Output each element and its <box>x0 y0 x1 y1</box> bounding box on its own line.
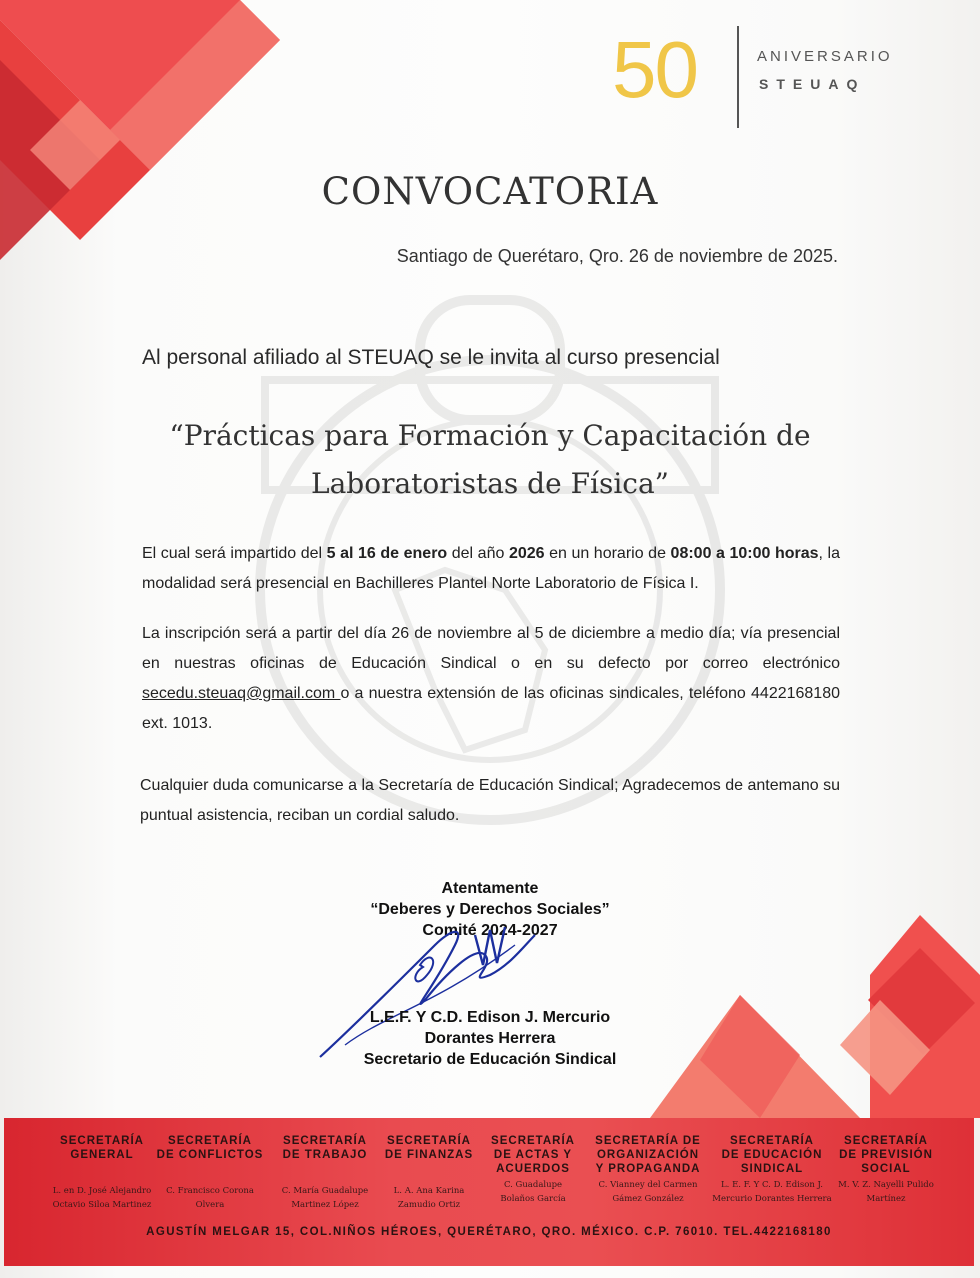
footer-member-name: Bolaños García <box>500 1194 566 1204</box>
schedule-paragraph <box>142 539 840 599</box>
footer-member-name: Gámez González <box>612 1194 684 1204</box>
footer-heading: ORGANIZACIÓN <box>596 1149 700 1161</box>
logo-divider <box>737 26 739 128</box>
dates-highlight: 5 al 16 de enero <box>326 545 448 562</box>
top-left-decoration <box>0 0 300 260</box>
footer-address: AGUSTÍN MELGAR 15, COL.NIÑOS HÉROES, QUERÉTARO, QRO. MÉXICO. C.P. 76010. TEL.4422168180 <box>146 1226 832 1238</box>
footer-heading: SECRETARÍA <box>387 1135 471 1147</box>
footer-column-general <box>42 1134 162 1212</box>
footer-heading: SOCIAL <box>861 1163 911 1175</box>
committee-period: Comité 2024-2027 <box>422 922 558 939</box>
footer-member-name: Martinez López <box>291 1200 359 1210</box>
footer-heading: SECRETARÍA DE <box>595 1135 701 1147</box>
signer-block <box>0 1007 980 1070</box>
footer-heading: DE EDUCACIÓN <box>721 1149 823 1161</box>
footer-member-name: L. en D. José Alejandro <box>52 1186 152 1196</box>
footer-heading: GENERAL <box>70 1149 134 1161</box>
text-span: El cual será impartido del <box>142 545 327 562</box>
text-span: , la modalidad será presencial en Bachilleres Plantel Norte Laboratorio de Física I. <box>142 545 841 592</box>
place-date: Santiago de Querétaro, Qro. 26 de noviembre de 2025. <box>396 246 838 266</box>
footer-column-conflictos <box>152 1134 268 1212</box>
footer-heading: SECRETARÍA <box>168 1135 252 1147</box>
footer-heading: DE PREVISIÓN <box>839 1149 933 1161</box>
year-highlight: 2026 <box>508 545 545 562</box>
course-title-line-1: “Prácticas para Formación y Capacitación de <box>169 419 811 452</box>
footer-member-name: C. Guadalupe <box>503 1180 563 1190</box>
footer-member-name: M. V. Z. Nayelli Pulido <box>838 1180 934 1190</box>
signer-position: Secretario de Educación Sindical <box>363 1051 617 1068</box>
footer-member-name: L. A. Ana Karina <box>393 1186 465 1196</box>
footer-heading: ACUERDOS <box>496 1163 570 1175</box>
footer-heading: SECRETARÍA <box>844 1135 928 1147</box>
footer-heading: SINDICAL <box>740 1163 804 1175</box>
footer-member-name: Mercurio Dorantes Herrera <box>712 1194 832 1204</box>
footer-member-name: Olvera <box>195 1200 225 1210</box>
footer-member-name: Octavio Siloa Martinez <box>52 1200 152 1210</box>
email-link[interactable]: secedu.steuaq@gmail.com <box>142 685 341 702</box>
footer-member-name: Martínez <box>866 1194 906 1204</box>
text-span: La inscripción será a partir del día 26 de noviembre al 5 de diciembre a medio día; vía presencial en nuestras oficinas de Educación Sindical o en su defecto por correo electrónico <box>142 625 840 672</box>
footer-heading: SECRETARÍA <box>60 1135 144 1147</box>
text-span: o a nuestra extensión de las oficinas sindicales, teléfono 4422168180 ext. 1013. <box>142 685 841 732</box>
footer-heading: SECRETARÍA <box>730 1135 814 1147</box>
signer-name: L.E.F. Y C.D. Edison J. Mercurio <box>369 1009 611 1026</box>
text-span: del año <box>447 545 509 562</box>
anniversary-label: ANIVERSARIO <box>757 48 893 65</box>
footer-member-name: C. Francisco Corona <box>166 1186 254 1196</box>
footer-heading: DE TRABAJO <box>282 1149 368 1161</box>
course-title <box>120 412 860 508</box>
text-span: en un horario de <box>544 545 671 562</box>
footer-heading: SECRETARÍA <box>491 1135 575 1147</box>
footer-member-name: Zamudio Ortiz <box>397 1200 461 1210</box>
footer-column-finanzas <box>378 1134 480 1212</box>
footer-heading: DE CONFLICTOS <box>156 1149 264 1161</box>
footer-band <box>4 1118 974 1266</box>
footer-column-organizacion <box>586 1134 710 1206</box>
footer-heading: Y PROPAGANDA <box>595 1163 701 1175</box>
footer-column-educacion <box>712 1134 832 1206</box>
union-name: STEUAQ <box>759 76 866 92</box>
hours-highlight: 08:00 a 10:00 horas <box>670 545 819 562</box>
anniversary-logo <box>612 26 922 136</box>
contact-paragraph: Cualquier duda comunicarse a la Secretaría de Educación Sindical; Agradecemos de antemano su puntual asistencia, reciban un cordial saludo. <box>140 777 840 824</box>
course-title-line-2: Laboratoristas de Física” <box>311 467 669 500</box>
anniversary-number: 50 <box>612 25 697 114</box>
union-motto: “Deberes y Derechos Sociales” <box>370 901 610 918</box>
closing-greeting: Atentamente <box>441 880 539 897</box>
footer-column-trabajo <box>272 1134 378 1212</box>
footer-column-actas <box>484 1134 582 1206</box>
document-title: CONVOCATORIA <box>321 170 659 213</box>
footer-member-name: C. María Guadalupe <box>281 1186 369 1196</box>
invitation-line: Al personal afiliado al STEUAQ se le invita al curso presencial <box>142 346 720 369</box>
footer-heading: SECRETARÍA <box>283 1135 367 1147</box>
footer-member-name: C. Vianney del Carmen <box>598 1180 698 1190</box>
registration-paragraph <box>142 619 840 739</box>
signer-surname: Dorantes Herrera <box>424 1030 556 1047</box>
footer-member-name: L. E. F. Y C. D. Edison J. <box>721 1180 823 1190</box>
footer-column-prevision <box>830 1134 942 1206</box>
footer-heading: DE FINANZAS <box>384 1149 474 1161</box>
footer-heading: DE ACTAS Y <box>493 1149 573 1161</box>
